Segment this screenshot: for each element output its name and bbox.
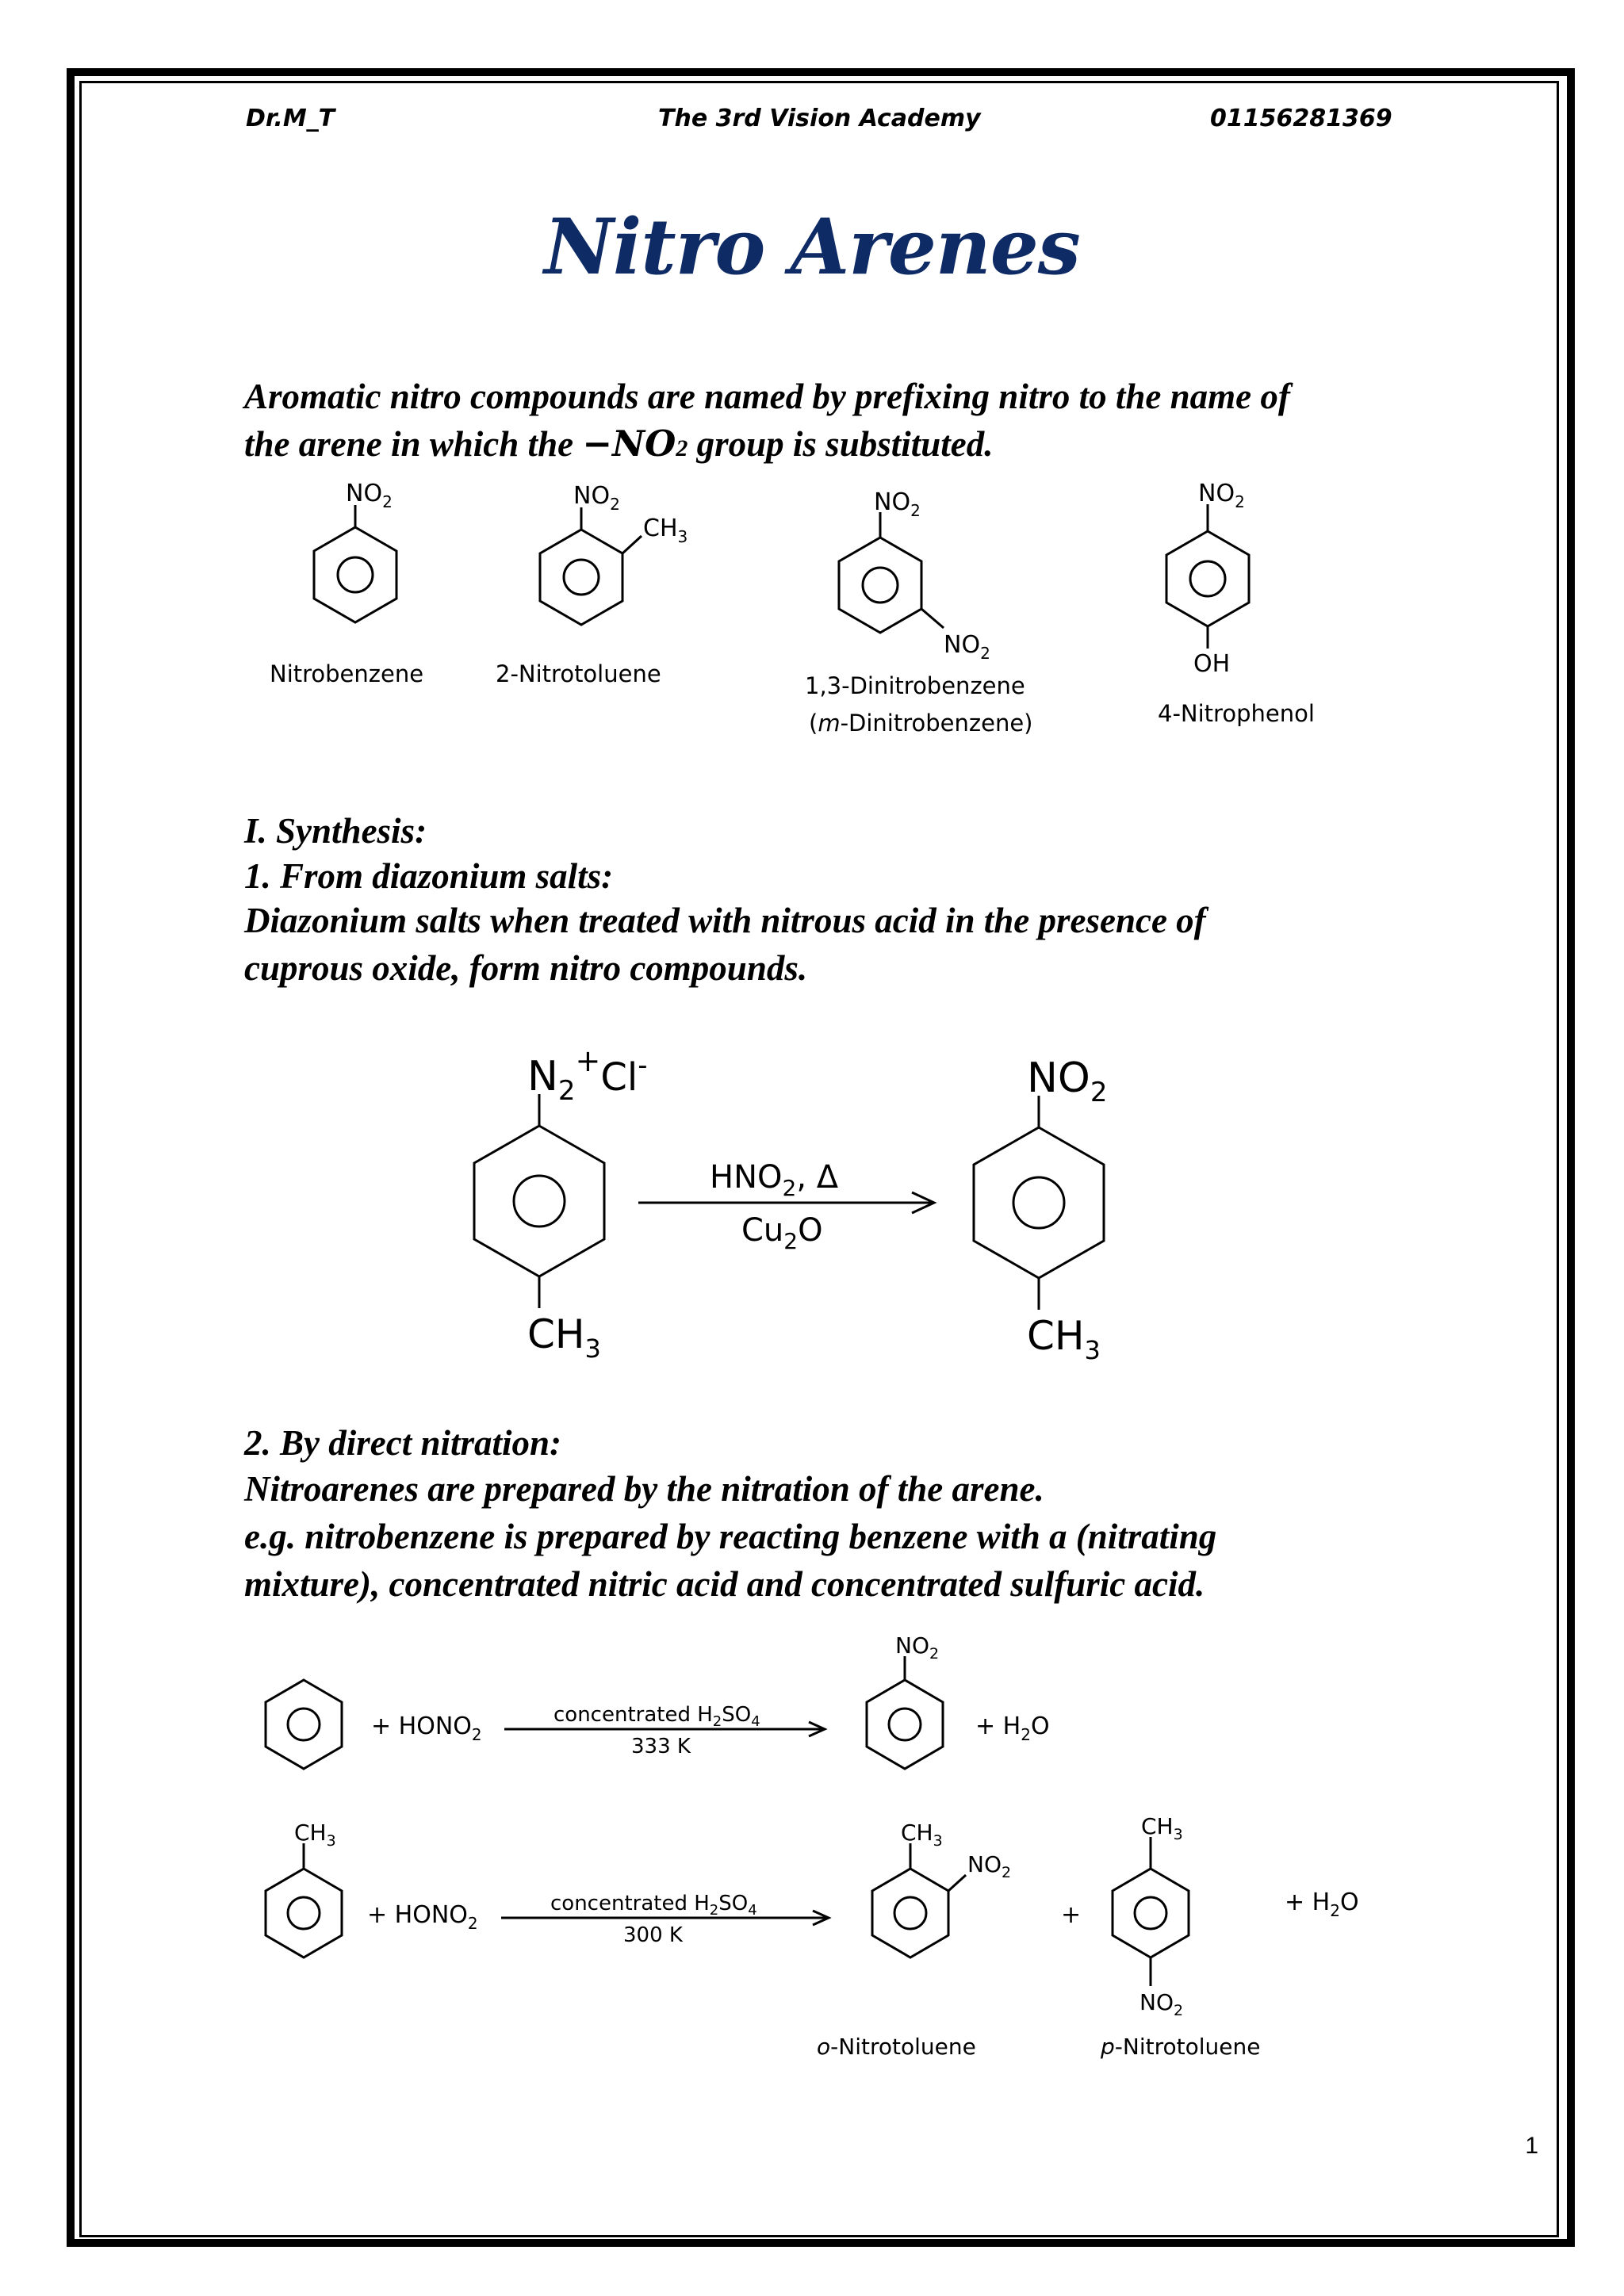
- no2-label: $NO_2$: [895, 1632, 940, 1663]
- diazonium-reactant: [474, 1043, 648, 1364]
- no2-label: $NO_2$: [1027, 1054, 1108, 1108]
- diazonium-reaction-figure: [432, 1015, 1146, 1380]
- condition-temperature: 300 K: [623, 1923, 683, 1947]
- synthesis-desc-2-line-1: Nitroarenes are prepared by the nitration of the arene.: [244, 1469, 1044, 1509]
- ch3-label: $CH_3$: [294, 1820, 336, 1850]
- nitrobenzene-structure: [314, 480, 396, 622]
- water-product: + $H_2O$: [975, 1712, 1050, 1744]
- no2-label: $NO_2$: [874, 488, 921, 520]
- synthesis-sub-1: 1. From diazonium salts:: [244, 856, 614, 896]
- header-academy: The 3rd Vision Academy: [658, 105, 981, 132]
- synthesis-heading: I. Synthesis:: [244, 811, 427, 851]
- hono2-reagent: + $HONO_2$: [371, 1712, 482, 1744]
- toluene-reactant: [266, 1820, 342, 1957]
- ch3-label: $CH_3$: [901, 1820, 943, 1850]
- page-number: 1: [1525, 2133, 1538, 2159]
- header-author: Dr.M_T: [246, 105, 335, 132]
- condition-acid: concentrated $H_2SO_4$: [553, 1703, 760, 1730]
- reagent-hno2: $HNO_2$, Δ: [710, 1159, 839, 1201]
- nitration-reactions-figure: [252, 1605, 1394, 2081]
- condition-acid: concentrated $H_2SO_4$: [550, 1892, 757, 1919]
- ortho-nitrotoluene-product: [872, 1820, 1011, 1957]
- water-product: + $H_2O$: [1285, 1888, 1359, 1920]
- ch3-label: $CH_3$: [1141, 1813, 1183, 1843]
- reagent-cu2o: $Cu_2O$: [741, 1212, 823, 1254]
- ch3-label: $CH_3$: [1027, 1313, 1101, 1365]
- ch3-label: $CH_3$: [527, 1311, 601, 1364]
- nitrotoluene-structure: [540, 482, 688, 625]
- nitrophenol-structure: [1166, 480, 1249, 678]
- synthesis-desc-2-line-2: e.g. nitrobenzene is prepared by reacting benzene with a (nitrating: [244, 1517, 1217, 1556]
- plus-sign: +: [1061, 1901, 1082, 1929]
- nitrotoluene-product: [974, 1054, 1107, 1365]
- synthesis-sub-2: 2. By direct nitration:: [244, 1423, 562, 1463]
- no2-label: $NO_2$: [944, 631, 990, 663]
- benzene-reactant: [266, 1680, 342, 1769]
- dinitrobenzene-structure: [839, 488, 990, 663]
- header-phone: 01156281369: [1210, 105, 1392, 132]
- page-title: Nitro Arenes: [544, 202, 1080, 292]
- dinitrobenzene-label: 1,3-Dinitrobenzene: [805, 672, 1025, 699]
- synthesis-desc-1-line-2: cuprous oxide, form nitro compounds.: [244, 948, 808, 988]
- intro-line-2: the arene in which the −NO2 group is substituted.: [244, 423, 994, 465]
- oh-label: OH: [1193, 650, 1231, 678]
- hono2-reagent: + $HONO_2$: [367, 1901, 478, 1933]
- intro-line-1: Aromatic nitro compounds are named by prefixing nitro to the name of: [244, 377, 1290, 416]
- synthesis-desc-1-line-1: Diazonium salts when treated with nitrous acid in the presence of: [244, 901, 1206, 940]
- no2-label: $NO_2$: [1139, 1989, 1184, 2019]
- ortho-label: o-Nitrotoluene: [817, 2034, 976, 2060]
- nitrophenol-label: 4-Nitrophenol: [1158, 700, 1315, 727]
- no2-label: $NO_2$: [1198, 480, 1245, 511]
- ch3-label: $CH_3$: [643, 515, 688, 546]
- nitro-examples-figure: [254, 476, 1380, 749]
- nitrobenzene-product: [867, 1632, 943, 1769]
- diazonium-label: $N_2^+Cl^-$: [527, 1043, 648, 1107]
- no2-label: $NO_2$: [967, 1851, 1012, 1881]
- dinitrobenzene-alt-label: (m-Dinitrobenzene): [809, 710, 1033, 737]
- para-label: p-Nitrotoluene: [1101, 2034, 1261, 2060]
- synthesis-desc-2-line-3: mixture), concentrated nitric acid and concentrated sulfuric acid.: [244, 1564, 1205, 1604]
- para-nitrotoluene-product: [1113, 1813, 1189, 2019]
- no2-label: $NO_2$: [346, 480, 393, 511]
- condition-temperature: 333 K: [631, 1735, 691, 1758]
- nitrotoluene-label: 2-Nitrotoluene: [496, 660, 661, 687]
- nitrobenzene-label: Nitrobenzene: [270, 660, 424, 687]
- no2-label: $NO_2$: [573, 482, 620, 514]
